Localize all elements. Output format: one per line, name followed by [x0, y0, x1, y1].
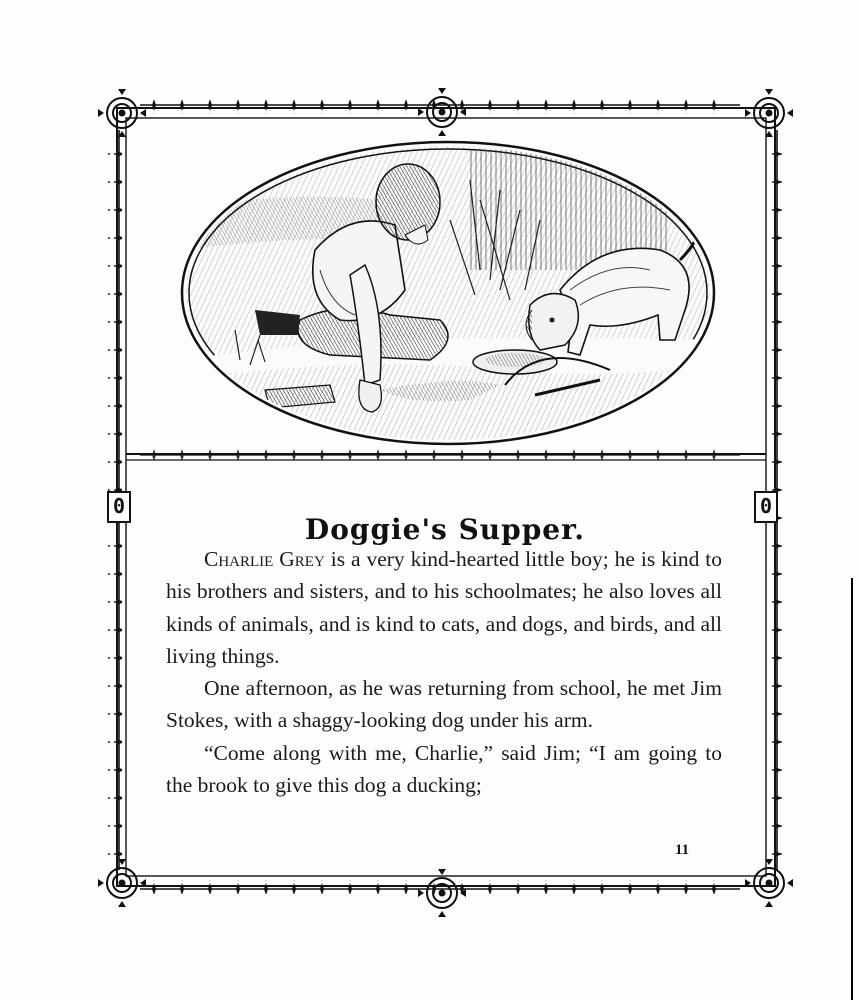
story-text [166, 543, 722, 801]
page-title: Doggie's Supper. [304, 512, 586, 546]
page-number: 11 [675, 842, 690, 858]
paragraph-2: One afternoon, as he was returning from school, he met Jim Stokes, with a shaggy-looking dog under his arm. [166, 676, 722, 733]
right-side-ornament: 0 [760, 494, 773, 518]
engraving-boy-and-dog [180, 140, 716, 446]
paragraph-3: “Come along with me, Charlie,” said Jim; “I am going to the brook to give this dog a ducking; [166, 740, 722, 798]
character-name-lead: Charlie Grey [204, 547, 325, 571]
paragraph-1-text: is a very kind-hearted little boy; he is kind to his brothers and sisters, and to his schoolmates; he also loves all kinds of animals, and is kind to cats, and dogs, and birds, and all living things. [166, 547, 723, 668]
page-edge-line [851, 578, 853, 1000]
paragraph-1 [166, 543, 722, 672]
left-side-ornament: 0 [113, 494, 126, 518]
